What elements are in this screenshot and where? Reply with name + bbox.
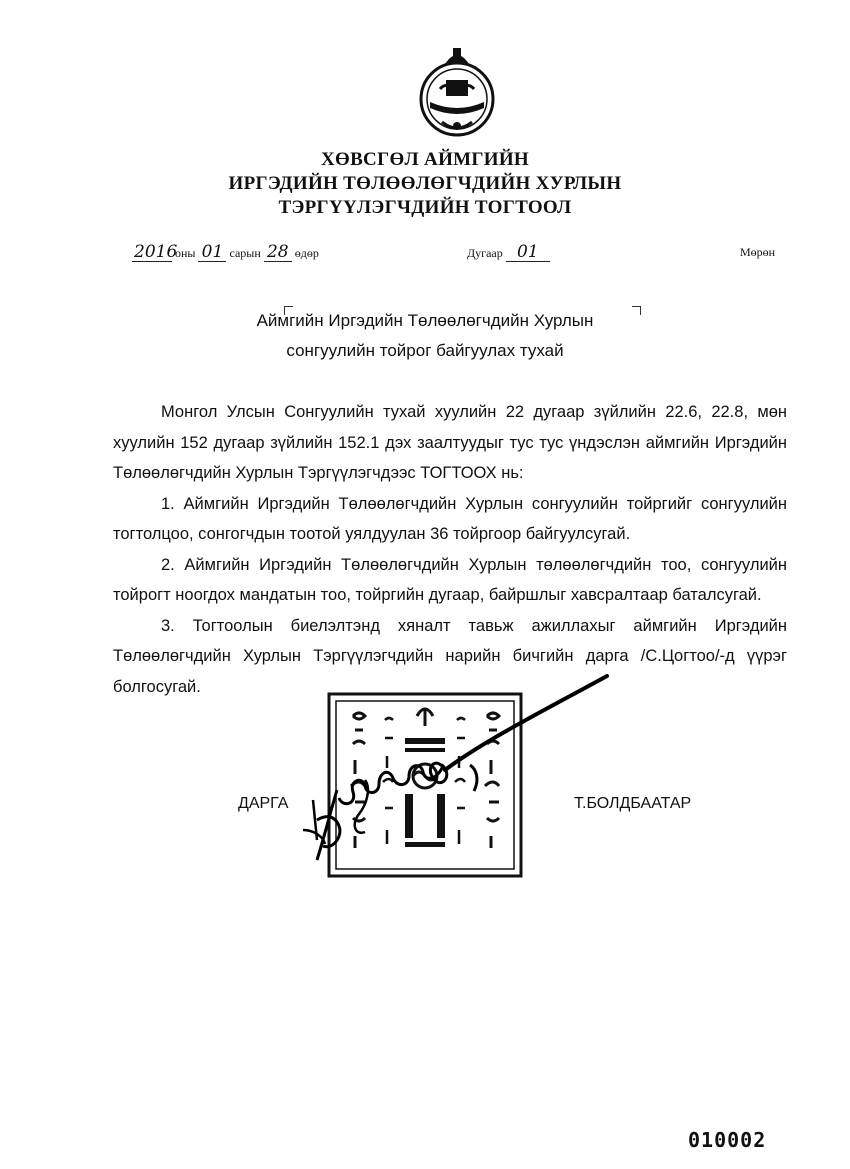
resolution-number: 01 [506, 243, 550, 262]
preamble-paragraph: Монгол Улсын Сонгуулийн тухай хуулийн 22 дугаар зүйлийн 22.6, 22.8, мөн хуулийн 152 дугаар зүйлийн 152.1 дэх заалтуудыг тус тус үндэслэн аймгийн Иргэдийн Төлөөлөгчдийн Хурлын Тэргүүлэгчдээс ТОГТООХ нь: [113, 403, 787, 482]
resolution-body [113, 397, 787, 702]
resolution-item-2: 2. Аймгийн Иргэдийн Төлөөлөгчдийн Хурлын төлөөлөгчдийн тоо, сонгуулийн тойрогт ноогдох мандатын тоо, тойргийн дугаар, байршлыг хавсралтаар баталсугай. [113, 555, 787, 604]
dateline [0, 243, 850, 267]
handwritten-signature-icon [295, 670, 625, 880]
issuer-line-2: ИРГЭДИЙН ТӨЛӨӨЛӨГЧДИЙН ХУРЛЫН [228, 173, 622, 194]
resolution-item-1: 1. Аймгийн Иргэдийн Төлөөлөгчдийн Хурлын сонгуулийн тойргийг сонгуулийн тогтолцоо, сонгогчдын тоотой уялдуулан 36 тойргоор байгуулсугай. [113, 494, 787, 543]
date-day: 28 [264, 243, 292, 262]
document-serial-number: 010002 [688, 1128, 767, 1152]
state-emblem-icon [416, 44, 498, 144]
date-year: 2016 [134, 242, 178, 262]
subject-line-2: сонгуулийн тойрог байгуулах тухай [286, 341, 564, 360]
place-name: Мөрөн [740, 245, 776, 259]
subject-line-1: Аймгийн Иргэдийн Төлөөлөгчдийн Хурлын [256, 311, 594, 330]
date-month: 01 [198, 243, 226, 262]
signatory-title: ДАРГА [238, 795, 289, 812]
signatory-name: Т.БОЛДБААТАР [574, 795, 692, 812]
document-type-line: ТЭРГҮҮЛЭГЧДИЙН ТОГТООЛ [278, 197, 572, 218]
date-month-suffix: сарын [229, 246, 261, 260]
date-day-suffix: өдөр [294, 246, 319, 260]
number-label: Дугаар [467, 246, 503, 260]
issuer-line-1: ХӨВСГӨЛ АЙМГИЙН [320, 149, 530, 170]
resolution-item-3: 3. Тогтоолын биелэлтэнд хяналт тавьж ажиллахыг аймгийн Иргэдийн Төлөөлөгчдийн Хурлын Тэргүүлэгчдийн нарийн бичгийн дарга /С.Цогтоо/-д үүрэг болгосугай. [113, 616, 787, 696]
date-year-suffix: оны [175, 246, 196, 260]
